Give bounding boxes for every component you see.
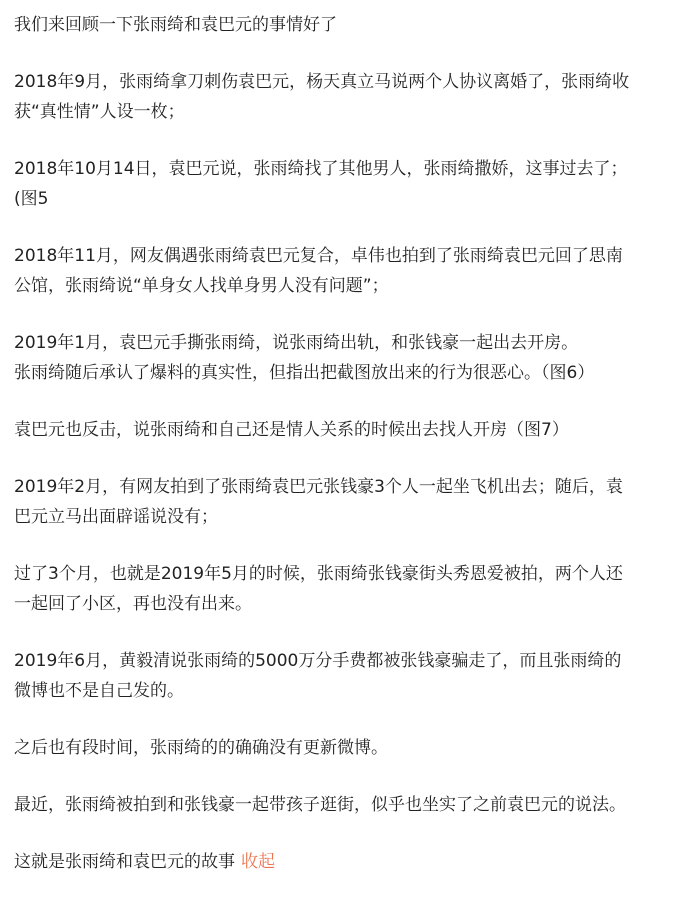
paragraph-line: 2018年10月14日，袁巴元说，张雨绮找了其他男人，张雨绮撒娇，这事过去了； bbox=[14, 159, 628, 179]
paragraph-line: 获“真性情”人设一枚； bbox=[14, 102, 185, 122]
paragraph-line: 2018年11月，网友偶遇张雨绮袁巴元复合，卓伟也拍到了张雨绮袁巴元回了思南 bbox=[14, 246, 623, 266]
paragraph-line: 公馆，张雨绮说“单身女人找单身男人没有问题”； bbox=[14, 276, 389, 296]
paragraph-line bbox=[14, 847, 680, 877]
paragraph-line: 巴元立马出面辟谣说没有； bbox=[14, 507, 218, 527]
paragraph bbox=[14, 328, 680, 388]
paragraph-line: 袁巴元也反击，说张雨绮和自己还是情人关系的时候出去找人开房（图7） bbox=[14, 420, 569, 440]
paragraph bbox=[14, 67, 680, 127]
paragraph bbox=[14, 154, 680, 214]
paragraph-line: 2019年2月，有网友拍到了张雨绮袁巴元张钱豪3个人一起坐飞机出去；随后，袁 bbox=[14, 477, 623, 497]
paragraph-line: 我们来回顾一下张雨绮和袁巴元的事情好了 bbox=[14, 15, 337, 35]
paragraph bbox=[14, 241, 680, 301]
paragraph bbox=[14, 559, 680, 619]
paragraph-line: (图5 bbox=[14, 189, 49, 209]
paragraph-final bbox=[14, 847, 680, 877]
paragraph-line: 张雨绮随后承认了爆料的真实性，但指出把截图放出来的行为很恶心。（图6） bbox=[14, 363, 595, 383]
paragraph bbox=[14, 733, 680, 763]
paragraph-line: 一起回了小区，再也没有出来。 bbox=[14, 594, 252, 614]
paragraph-line: 微博也不是自己发的。 bbox=[14, 681, 184, 701]
paragraph-line: 2019年1月，袁巴元手撕张雨绮，说张雨绮出轨，和张钱豪一起出去开房。 bbox=[14, 333, 579, 353]
final-text: 这就是张雨绮和袁巴元的故事 bbox=[14, 852, 235, 872]
paragraph-line: 之后也有段时间，张雨绮的的确确没有更新微博。 bbox=[14, 738, 388, 758]
paragraph bbox=[14, 790, 680, 820]
paragraph bbox=[14, 415, 680, 445]
paragraph-line: 2018年9月，张雨绮拿刀刺伤袁巴元，杨天真立马说两个人协议离婚了，张雨绮收 bbox=[14, 72, 630, 92]
paragraph-line: 2019年6月，黄毅清说张雨绮的5000万分手费都被张钱豪骗走了，而且张雨绮的 bbox=[14, 651, 622, 671]
paragraph-line: 最近，张雨绮被拍到和张钱豪一起带孩子逛街，似乎也坐实了之前袁巴元的说法。 bbox=[14, 795, 626, 815]
paragraph bbox=[14, 472, 680, 532]
paragraph-line: 过了3个月，也就是2019年5月的时候，张雨绮张钱豪街头秀恩爱被拍，两个人还 bbox=[14, 564, 623, 584]
collapse-link[interactable]: 收起 bbox=[241, 852, 275, 872]
paragraph bbox=[14, 646, 680, 706]
paragraph bbox=[14, 10, 680, 40]
